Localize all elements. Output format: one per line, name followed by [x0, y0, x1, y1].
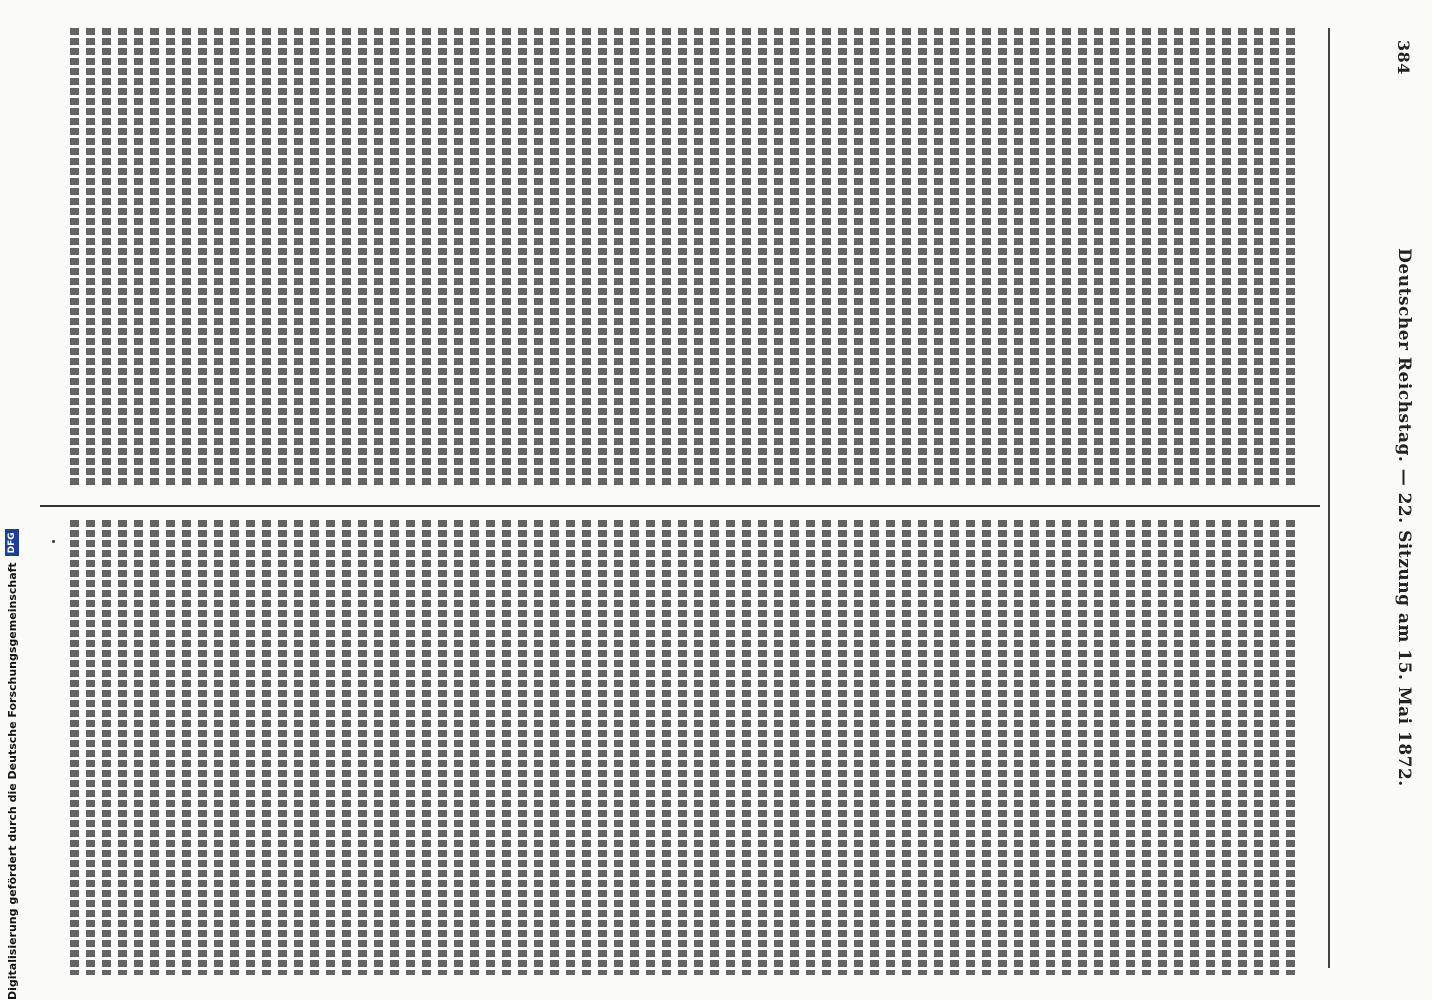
running-header [1384, 40, 1424, 960]
digitization-note [2, 532, 22, 1000]
digitization-text: Digitalisierung gefördert durch die Deutsche Forschungsgemeinschaft [5, 562, 19, 1000]
column-divider [40, 505, 1320, 507]
dfg-logo: DFG [5, 529, 19, 556]
page-number: 384 [1394, 40, 1414, 75]
header-rule [1328, 28, 1330, 968]
header-title: Deutscher Reichstag. — 22. Sitzung am 15. Mai 1872. [1394, 248, 1414, 787]
scan-mark [52, 540, 55, 543]
text-column-lower [70, 520, 1300, 975]
text-column-upper [70, 28, 1300, 488]
